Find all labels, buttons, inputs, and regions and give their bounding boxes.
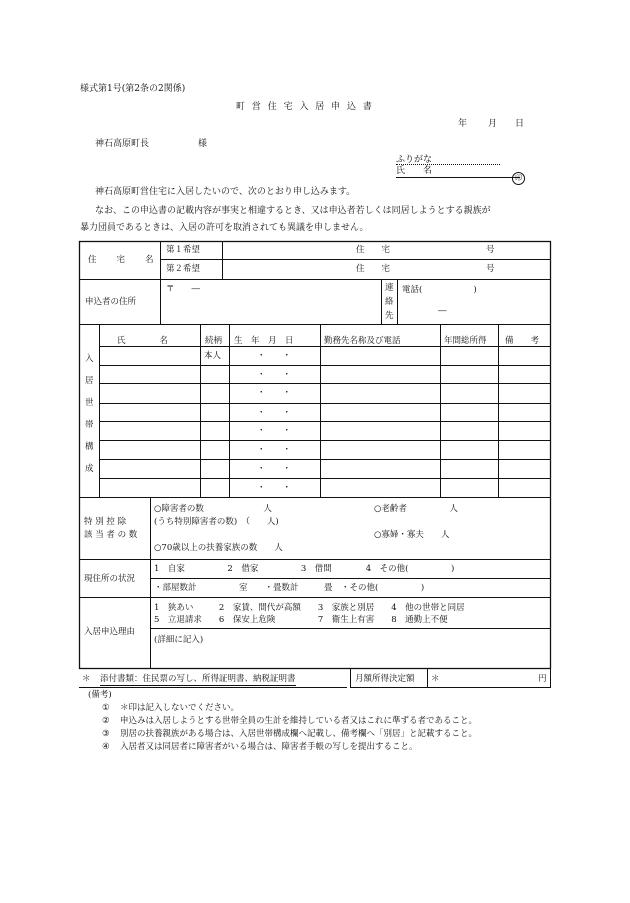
special-label-2: 該 当 者 の 数 xyxy=(84,530,138,540)
birth-dots-5: ・ ・ xyxy=(257,426,292,436)
special-severe[interactable]: (うち特別障害者の数) （ 人) xyxy=(154,517,279,527)
note-4-text: 入居者又は同居者に障害者がいる場合は、障害者手帳の写しを提出すること。 xyxy=(120,742,418,752)
col-birth: 生 年 月 日 xyxy=(234,336,294,346)
note-3-num: ③ xyxy=(102,729,110,739)
special-disabled[interactable]: ○障害者の数 人 xyxy=(154,504,272,514)
contact-label-1: 連 xyxy=(385,283,394,293)
furigana-label: ふりがな xyxy=(396,155,433,165)
birth-dots-7: ・ ・ xyxy=(257,464,292,474)
col-work: 勤務先名称及び電話 xyxy=(324,336,401,346)
date-day: 日 xyxy=(515,119,525,129)
notes-heading: (備考) xyxy=(88,690,112,700)
contact-label-2: 絡 xyxy=(385,297,394,307)
col-name: 氏 名 xyxy=(117,336,169,346)
attach-text: 添付書類：住民票の写し、所得証明書、納税証明書 xyxy=(100,674,296,684)
housing-name-label: 住 宅 名 xyxy=(88,255,155,265)
household-char-5: 構 xyxy=(85,442,94,452)
phone-dash: ― xyxy=(438,306,447,316)
col-income: 年間総所得 xyxy=(444,336,487,346)
applicant-name-label: 氏 名 xyxy=(396,166,433,176)
intro-line-3: 暴力団員であるときは、入居の許可を取消されても異議を申しません。 xyxy=(80,223,369,233)
special-widow[interactable]: ○寡婦・寡夫 人 xyxy=(374,530,450,540)
addressee-honorific: 様 xyxy=(198,139,208,149)
seal-icon: 印 xyxy=(512,165,525,185)
birth-dots-3: ・ ・ xyxy=(257,388,292,398)
page-title: 町 営 住 宅 入 居 申 込 書 xyxy=(236,102,374,112)
reason-line-2[interactable]: 5 立退請求 6 保安上危険 7 衛生上有害 8 通勤上不便 xyxy=(154,615,448,625)
intro-line-2: なお、この申込書の記載内容が事実と相違するとき、又は申込者若しくは同居しようとする親族が xyxy=(95,206,491,216)
birth-dots-1: ・ ・ xyxy=(257,351,292,361)
choice-1-label: 第１希望 xyxy=(166,245,201,255)
choice-2-go: 号 xyxy=(486,264,495,274)
monthly-income-label: 月額所得決定額 xyxy=(355,674,415,684)
household-char-2: 居 xyxy=(85,376,94,386)
special-over70[interactable]: ○70歳以上の扶養家族の数 人 xyxy=(154,543,283,553)
current-label: 現住所の状況 xyxy=(84,574,136,584)
self-relation: 本人 xyxy=(204,351,222,361)
household-char-1: 入 xyxy=(85,354,94,364)
reason-detail[interactable]: (詳細に記入) xyxy=(154,635,204,645)
birth-dots-8: ・ ・ xyxy=(257,483,292,493)
household-char-4: 帯 xyxy=(85,420,94,430)
date-month: 月 xyxy=(488,119,498,129)
attach-star: ＊ xyxy=(82,674,91,684)
phone-field[interactable]: 電話( ) xyxy=(402,285,477,295)
special-label-1: 特 別 控 除 xyxy=(84,517,127,527)
birth-dots-2: ・ ・ xyxy=(257,370,292,380)
choice-1-go: 号 xyxy=(486,245,495,255)
monthly-income-star: ＊ xyxy=(431,674,440,684)
choice-2-label: 第２希望 xyxy=(166,264,201,274)
address-label: 申込者の住所 xyxy=(85,297,137,307)
addressee: 神石高原町長 xyxy=(95,139,150,149)
reason-label: 入居申込理由 xyxy=(84,627,136,637)
household-char-3: 世 xyxy=(85,398,94,408)
note-1-text: ＊印は記入しないでください。 xyxy=(120,703,240,713)
intro-line-1: 神石高原町営住宅に入居したいので、次のとおり申し込みます。 xyxy=(95,187,356,197)
current-details[interactable]: ・部屋数計 室 ・畳数計 畳 ・その他( ) xyxy=(154,583,425,593)
choice-2-jutaku: 住 宅 xyxy=(356,264,391,274)
postal-code-field[interactable]: 〒 ― xyxy=(166,284,201,294)
note-2-num: ② xyxy=(102,716,110,726)
form-number: 様式第1号(第2条の2関係) xyxy=(80,84,186,94)
birth-dots-4: ・ ・ xyxy=(257,408,292,418)
household-char-6: 成 xyxy=(85,464,94,474)
date-year: 年 xyxy=(458,119,468,129)
choice-1-jutaku: 住 宅 xyxy=(356,245,391,255)
birth-dots-6: ・ ・ xyxy=(257,445,292,455)
current-options[interactable]: 1 自家 2 借家 3 借間 4 その他( ) xyxy=(154,564,455,574)
col-remarks: 備 考 xyxy=(505,336,540,346)
col-relation: 続柄 xyxy=(205,336,223,346)
special-elderly[interactable]: ○老齢者 人 xyxy=(374,504,458,514)
note-3-text: 別居の扶養親族がある場合は、入居世帯構成欄へ記載し、備考欄へ「別居」と記載すること。 xyxy=(120,729,478,739)
monthly-income-unit: 円 xyxy=(538,674,547,684)
note-2-text: 申込みは入居しようとする世帯全員の生計を維持している者又はこれに準ずる者であること。 xyxy=(120,716,478,726)
reason-line-1[interactable]: 1 狭あい 2 家賃、間代が高額 3 家族と別居 4 他の世帯と同居 xyxy=(154,603,465,613)
note-1-num: ① xyxy=(102,703,110,713)
contact-label-3: 先 xyxy=(385,311,394,321)
note-4-num: ④ xyxy=(102,742,110,752)
